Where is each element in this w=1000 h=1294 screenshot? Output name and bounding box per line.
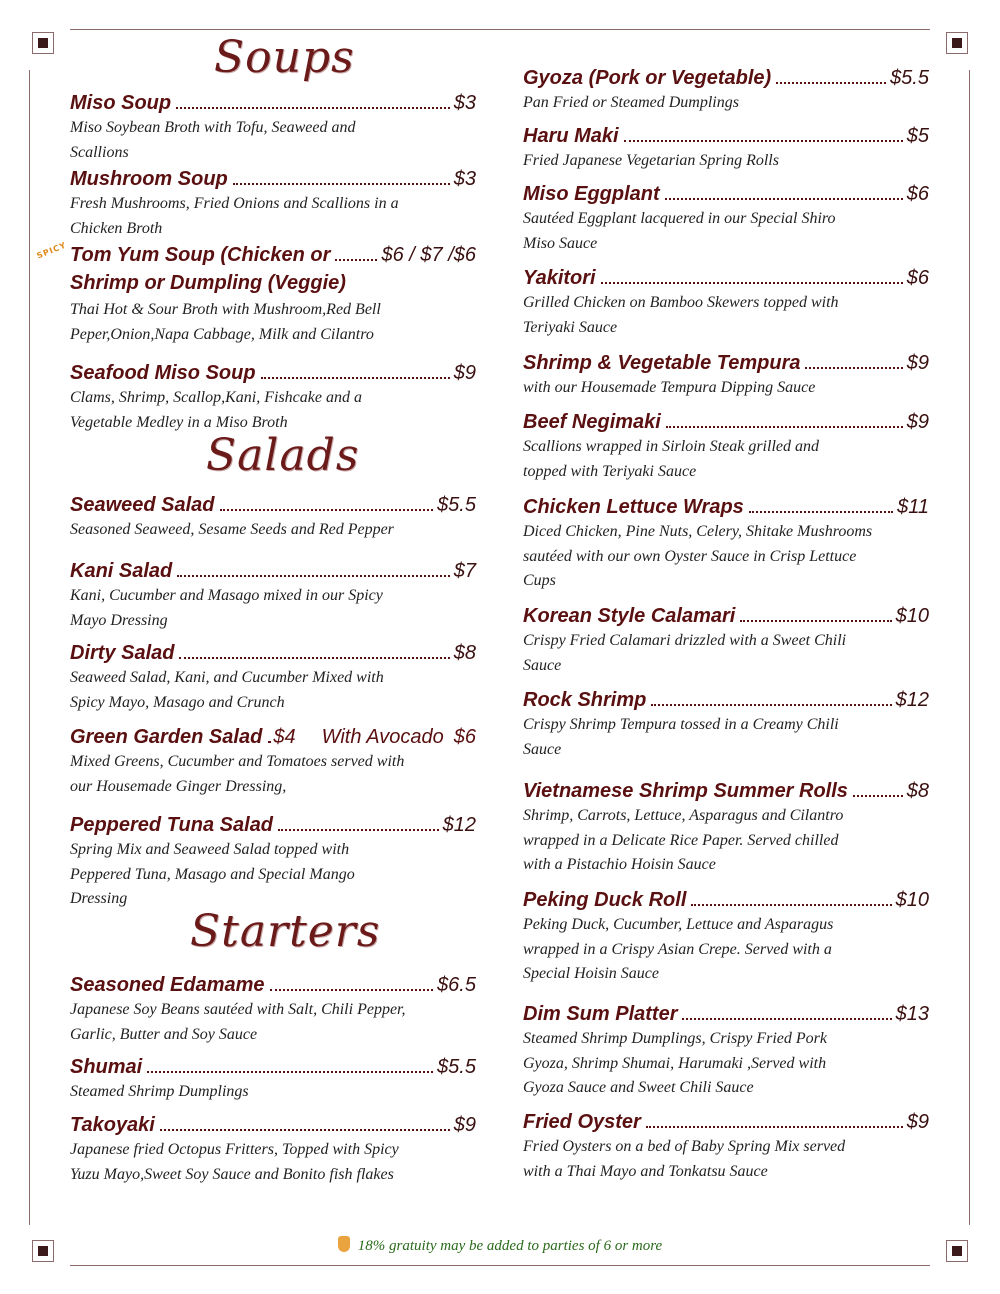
item-name: Vietnamese Shrimp Summer Rolls xyxy=(523,780,848,802)
dot-leader xyxy=(261,377,450,379)
item-price: $11 xyxy=(897,496,929,518)
dot-leader xyxy=(776,82,886,84)
dot-leader xyxy=(740,620,891,622)
item-description: Steamed Shrimp Dumplings xyxy=(70,1083,249,1100)
item-price: $10 xyxy=(895,889,929,911)
item-description: Spring Mix and Seaweed Salad topped with Peppered Tuna, Masago and Special Mango Dressing xyxy=(70,841,355,907)
item-price: $7 xyxy=(453,560,476,582)
heading-soups: Soups xyxy=(214,32,355,83)
gratuity-icon xyxy=(338,1236,350,1252)
item-price: $9 xyxy=(906,1111,929,1133)
item-description: Crispy Fried Calamari drizzled with a Sweet Chili Sauce xyxy=(523,632,847,674)
heading-starters: Starters xyxy=(190,906,381,957)
top-border xyxy=(70,29,930,30)
item-description: Crispy Shrimp Tempura tossed in a Creamy Chili Sauce xyxy=(523,716,839,758)
item-description: Kani, Cucumber and Masago mixed in our Spicy Mayo Dressing xyxy=(70,587,383,629)
item-description: Japanese fried Octopus Fritters, Topped with Spicy Yuzu Mayo,Sweet Soy Sauce and Bonito fish flakes xyxy=(70,1141,399,1183)
dot-leader xyxy=(335,259,377,261)
dot-leader xyxy=(646,1126,903,1128)
item-price: $8 xyxy=(906,780,929,802)
item-description: Japanese Soy Beans sautéed with Salt, Chili Pepper, Garlic, Butter and Soy Sauce xyxy=(70,1001,406,1043)
item-price: $6.5 xyxy=(437,974,476,996)
dot-leader xyxy=(682,1018,891,1020)
dot-leader xyxy=(651,704,891,706)
item-price: $5 xyxy=(906,125,929,147)
item-price: $12 xyxy=(895,689,929,711)
item-name: Haru Maki xyxy=(523,125,619,147)
dot-leader xyxy=(176,107,450,109)
menu-item-seafood-miso-soup xyxy=(70,360,476,435)
item-name: Tom Yum Soup (Chicken or xyxy=(70,244,331,266)
corner-ornament-top-left xyxy=(32,32,54,54)
item-price: $5.5 xyxy=(437,1056,476,1078)
dot-leader xyxy=(278,829,439,831)
item-name: Peppered Tuna Salad xyxy=(70,814,274,836)
item-description: Grilled Chicken on Bamboo Skewers topped with Teriyaki Sauce xyxy=(523,294,839,336)
item-description: Miso Soybean Broth with Tofu, Seaweed and Scallions xyxy=(70,119,356,161)
menu-item-seasoned-edamame xyxy=(70,972,476,1047)
item-description: Diced Chicken, Pine Nuts, Celery, Shitake Mushrooms sautéed with our own Oyster Sauce in Crisp Lettuce Cups xyxy=(523,523,873,589)
item-description: Seasoned Seaweed, Sesame Seeds and Red Pepper xyxy=(70,521,394,538)
menu-item-beef-negimaki xyxy=(523,409,929,484)
item-price: $12 xyxy=(442,814,476,836)
bottom-border xyxy=(70,1265,930,1266)
item-name: Yakitori xyxy=(523,267,596,289)
dot-leader xyxy=(853,795,903,797)
item-price: $10 xyxy=(895,605,929,627)
spicy-label: SPICY xyxy=(35,240,68,261)
item-name: Rock Shrimp xyxy=(523,689,647,711)
right-border xyxy=(969,70,970,1225)
item-name: Shumai xyxy=(70,1056,143,1078)
menu-item-green-garden-salad xyxy=(70,724,476,799)
menu-item-chicken-lettuce-wraps xyxy=(523,494,929,594)
gratuity-note-text: 18% gratuity may be added to parties of 6 or more xyxy=(357,1238,663,1254)
item-price: $8 xyxy=(453,642,476,664)
item-price: $9 xyxy=(453,362,476,384)
item-description: Steamed Shrimp Dumplings, Crispy Fried Pork Gyoza, Shrimp Shumai, Harumaki ,Served with Gyoza Sauce and Sweet Chili Sauce xyxy=(523,1030,827,1096)
menu-item-kani-salad xyxy=(70,558,476,633)
menu-item-dirty-salad xyxy=(70,640,476,715)
item-price: $5.5 xyxy=(437,494,476,516)
item-name: Gyoza (Pork or Vegetable) xyxy=(523,67,772,89)
dot-leader xyxy=(233,183,450,185)
item-description: Mixed Greens, Cucumber and Tomatoes served with our Housemade Ginger Dressing, xyxy=(70,753,405,795)
item-name: Takoyaki xyxy=(70,1114,155,1136)
menu-item-vietnamese-shrimp-summer-rolls xyxy=(523,778,929,878)
item-name: Seafood Miso Soup xyxy=(70,362,256,384)
item-description: Pan Fried or Steamed Dumplings xyxy=(523,94,739,111)
item-price: $6 xyxy=(906,183,929,205)
item-name: Seaweed Salad xyxy=(70,494,215,516)
item-name-continued: Shrimp or Dumpling (Veggie) xyxy=(70,272,346,294)
dot-leader xyxy=(665,198,903,200)
corner-ornament-top-right xyxy=(946,32,968,54)
gratuity-note xyxy=(0,1236,1000,1255)
dot-leader xyxy=(601,282,903,284)
menu-item-haru-maki xyxy=(523,123,929,174)
dot-leader xyxy=(177,575,449,577)
dot-leader xyxy=(749,511,893,513)
dot-leader xyxy=(805,367,902,369)
item-name: Seasoned Edamame xyxy=(70,974,265,996)
item-name: Miso Soup xyxy=(70,92,172,114)
item-description: Sautéed Eggplant lacquered in our Special Shiro Miso Sauce xyxy=(523,210,836,252)
item-name: Dirty Salad xyxy=(70,642,175,664)
item-price: $9 xyxy=(906,411,929,433)
item-description: Fried Oysters on a bed of Baby Spring Mix served with a Thai Mayo and Tonkatsu Sauce xyxy=(523,1138,846,1180)
item-name: Fried Oyster xyxy=(523,1111,641,1133)
item-name: Beef Negimaki xyxy=(523,411,661,433)
menu-item-gyoza xyxy=(523,65,929,116)
item-name: Green Garden Salad xyxy=(70,726,263,748)
menu-item-miso-eggplant xyxy=(523,181,929,256)
dot-leader xyxy=(179,657,449,659)
menu-item-tom-yum-soup xyxy=(70,242,476,347)
item-price: $3 xyxy=(453,92,476,114)
item-name: Dim Sum Platter xyxy=(523,1003,678,1025)
menu-item-dim-sum-platter xyxy=(523,1001,929,1101)
item-name: Kani Salad xyxy=(70,560,173,582)
menu-item-shumai xyxy=(70,1054,476,1105)
item-price: $13 xyxy=(895,1003,929,1025)
item-price: $9 xyxy=(453,1114,476,1136)
item-price: $4 xyxy=(273,726,296,748)
item-price: $6 / $7 /$6 xyxy=(381,244,476,266)
dot-leader xyxy=(220,509,434,511)
item-extra-label: With Avocado xyxy=(321,726,444,748)
item-description: Shrimp, Carrots, Lettuce, Asparagus and Cilantro wrapped in a Delicate Rice Paper. Served chilled with a Pistachio Hoisin Sauce xyxy=(523,807,844,873)
item-description: Thai Hot & Sour Broth with Mushroom,Red Bell Peper,Onion,Napa Cabbage, Milk and Cilantro xyxy=(70,301,381,343)
item-extra-price: $6 xyxy=(453,726,476,748)
item-description: with our Housemade Tempura Dipping Sauce xyxy=(523,379,816,396)
item-price: $5.5 xyxy=(890,67,929,89)
menu-item-korean-style-calamari xyxy=(523,603,929,678)
heading-salads: Salads xyxy=(206,430,360,481)
left-border xyxy=(29,70,30,1225)
dot-leader xyxy=(691,904,891,906)
item-name: Miso Eggplant xyxy=(523,183,660,205)
menu-item-rock-shrimp xyxy=(523,687,929,762)
menu-item-shrimp-vegetable-tempura xyxy=(523,350,929,401)
dot-leader xyxy=(666,426,903,428)
item-description: Peking Duck, Cucumber, Lettuce and Asparagus wrapped in a Crispy Asian Crepe. Served with a Special Hoisin Sauce xyxy=(523,916,834,982)
item-price: $9 xyxy=(906,352,929,374)
item-name: Shrimp & Vegetable Tempura xyxy=(523,352,801,374)
dot-leader xyxy=(270,989,434,991)
item-price: $3 xyxy=(453,168,476,190)
item-description: Clams, Shrimp, Scallop,Kani, Fishcake and a Vegetable Medley in a Miso Broth xyxy=(70,389,362,431)
item-price: $6 xyxy=(906,267,929,289)
item-description: Fried Japanese Vegetarian Spring Rolls xyxy=(523,152,779,169)
item-description: Seaweed Salad, Kani, and Cucumber Mixed with Spicy Mayo, Masago and Crunch xyxy=(70,669,384,711)
dot-leader xyxy=(268,741,269,743)
menu-item-peking-duck-roll xyxy=(523,887,929,987)
item-description: Scallions wrapped in Sirloin Steak grilled and topped with Teriyaki Sauce xyxy=(523,438,819,480)
item-name: Chicken Lettuce Wraps xyxy=(523,496,744,518)
menu-item-miso-soup xyxy=(70,90,476,165)
item-description: Fresh Mushrooms, Fried Onions and Scallions in a Chicken Broth xyxy=(70,195,399,237)
menu-item-yakitori xyxy=(523,265,929,340)
menu-item-mushroom-soup xyxy=(70,166,476,241)
dot-leader xyxy=(624,140,903,142)
dot-leader xyxy=(147,1071,433,1073)
dot-leader xyxy=(160,1129,450,1131)
menu-item-takoyaki xyxy=(70,1112,476,1187)
item-name: Korean Style Calamari xyxy=(523,605,736,627)
menu-item-peppered-tuna-salad xyxy=(70,812,476,912)
menu-item-seaweed-salad xyxy=(70,492,476,543)
menu-item-fried-oyster xyxy=(523,1109,929,1184)
item-name: Mushroom Soup xyxy=(70,168,228,190)
item-name: Peking Duck Roll xyxy=(523,889,687,911)
